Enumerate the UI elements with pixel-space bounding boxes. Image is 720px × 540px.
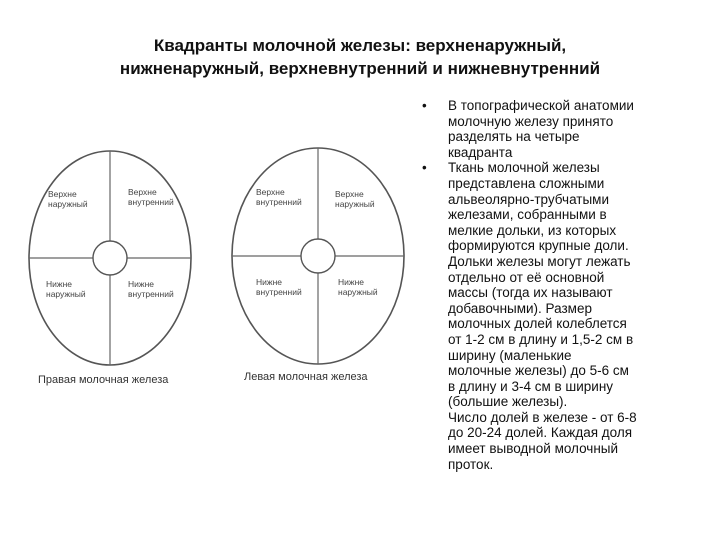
- bullet-2-line: молочные железы) до 5-6 см: [448, 363, 629, 379]
- left-breast-caption: Левая молочная железа: [244, 371, 368, 383]
- right-breast-areola: [93, 241, 127, 275]
- bullet-2-line: железами, собранными в: [448, 207, 607, 223]
- slide-title-line-2: нижненаружный, верхневнутренний и нижневнутренний: [119, 59, 601, 78]
- bullet-2-line: (большие железы).: [448, 394, 568, 410]
- bullet-2-line: отдельно от её основной: [448, 269, 605, 285]
- left-lower-outer-label: Нижне наружный: [338, 277, 378, 297]
- bullet-2-line: Дольки железы могут лежать: [448, 253, 631, 269]
- bullet-1-line: молочную железу принято: [448, 113, 614, 129]
- right-lower-inner-label: Нижне внутренний: [128, 279, 174, 299]
- bullet-1-line: квадранта: [448, 144, 513, 160]
- bullet-2-line: проток.: [448, 456, 494, 472]
- bullet-1-line: В топографической анатомии: [448, 98, 634, 113]
- right-breast-caption: Правая молочная железа: [38, 374, 169, 386]
- slide-title: [20, 34, 700, 80]
- bullet-2-line: до 20-24 долей. Каждая доля: [448, 425, 633, 441]
- bullet-2-line: имеет выводной молочный: [448, 441, 619, 457]
- left-upper-outer-label: Верхне наружный: [335, 189, 375, 209]
- slide-title-line-1: Квадранты молочной железы: верхненаружный,: [153, 36, 567, 55]
- bullet-2-line: Ткань молочной железы: [448, 160, 600, 176]
- bullet-2-line: в длину и 3-4 см в ширину: [448, 378, 614, 394]
- bullet-list: [418, 98, 708, 472]
- bullet-dot-icon: •: [422, 98, 427, 113]
- right-upper-outer-label: Верхне наружный: [48, 189, 88, 209]
- bullet-item-2: [418, 160, 708, 472]
- bullet-2-line: массы (тогда их называют: [448, 285, 613, 301]
- left-upper-inner-label: Верхне внутренний: [256, 187, 302, 207]
- bullet-2-line: представлена сложными: [448, 175, 605, 191]
- breast-quadrants-diagram: [28, 140, 408, 400]
- bullet-item-1: [418, 98, 708, 160]
- left-breast-diagram: [232, 148, 404, 383]
- right-lower-outer-label: Нижне наружный: [46, 279, 86, 299]
- bullet-dot-icon: •: [422, 160, 427, 176]
- bullet-1-line: разделять на четыре: [448, 129, 580, 145]
- bullet-2-line: добавочными). Размер: [448, 300, 592, 316]
- left-breast-areola: [301, 239, 335, 273]
- bullet-2-line: от 1-2 см в длину и 1,5-2 см в: [448, 331, 634, 347]
- bullet-2-line: формируются крупные доли.: [448, 238, 629, 254]
- right-upper-inner-label: Верхне внутренний: [128, 187, 174, 207]
- bullet-2-line: ширину (маленькие: [448, 347, 572, 363]
- bullet-2-line: альвеолярно-трубчатыми: [448, 191, 609, 207]
- bullet-2-line: молочных долей колеблется: [448, 316, 627, 332]
- bullet-2-line: мелкие дольки, из которых: [448, 222, 617, 238]
- right-breast-diagram: [29, 151, 191, 386]
- left-lower-inner-label: Нижне внутренний: [256, 277, 302, 297]
- breast-quadrants-svg: [28, 140, 408, 400]
- bullet-2-line: Число долей в железе - от 6-8: [448, 409, 637, 425]
